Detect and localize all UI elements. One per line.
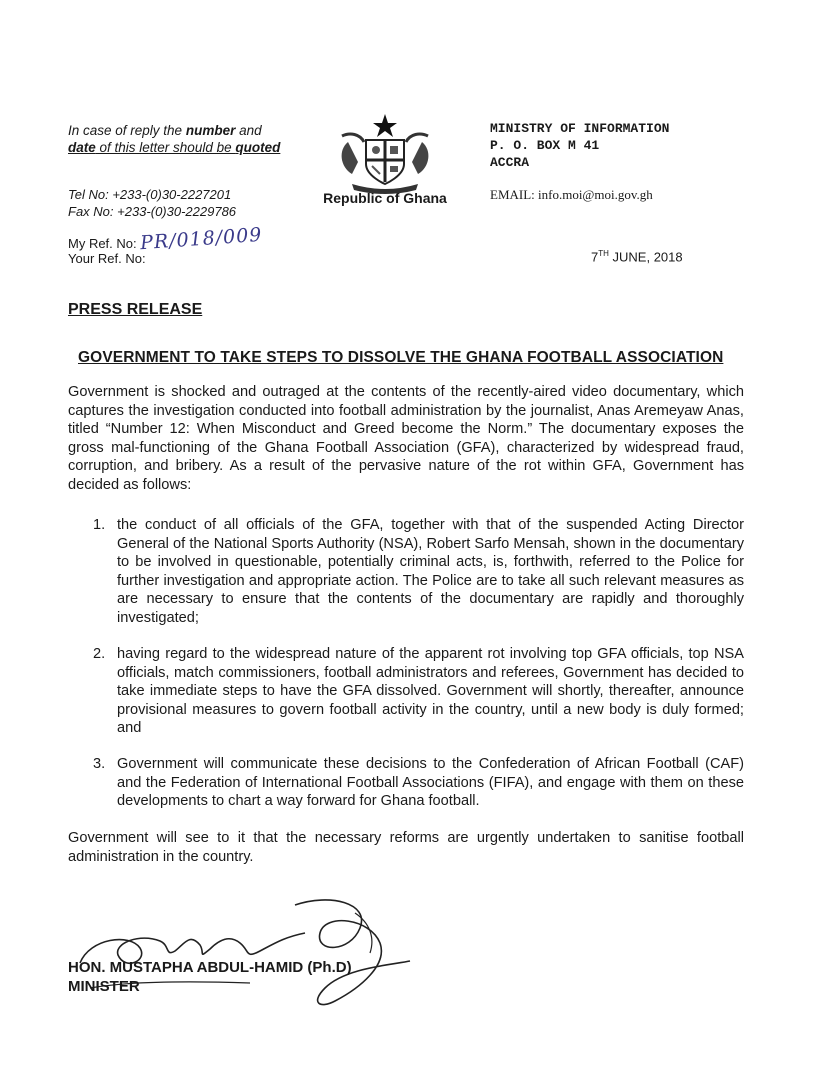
ministry-city: ACCRA xyxy=(490,155,530,170)
list-item-number: 1. xyxy=(93,517,106,533)
press-release-label: PRESS RELEASE xyxy=(68,301,203,318)
signatory-name: HON. MUSTAPHA ABDUL-HAMID (Ph.D) xyxy=(68,959,352,976)
reply-quoted-word: quoted xyxy=(235,140,281,155)
list-item-text: having regard to the widespread nature of the apparent rot involving top GFA officials, top NSA officials, match commissioners, football administrators and referees, Government has decided to take immediate steps to have the GFA dissolved. Government will shortly, thereafter, announce provisional measures to govern football activity in the country, until a new body is duly formed; and xyxy=(117,646,744,737)
list-item-text: Government will communicate these decisions to the Confederation of African Football (CAF) and the Federation of International Football Associations (FIFA), and engage with them on these developments to chart a way forward for Ghana football. xyxy=(117,756,744,810)
reply-text-and: and xyxy=(235,123,262,138)
signatory-block xyxy=(68,958,352,996)
list-item xyxy=(93,516,744,628)
reference-block xyxy=(68,236,146,266)
list-item xyxy=(93,645,744,738)
reply-text-mid: of this letter should be xyxy=(95,140,236,155)
ministry-email: EMAIL: info.moi@moi.gov.gh xyxy=(490,187,653,202)
my-ref-label: My Ref. No: xyxy=(68,236,137,251)
date-month-year: JUNE, 2018 xyxy=(608,249,683,265)
my-ref-handwritten: PR/018/009 xyxy=(139,223,264,255)
tel-number: Tel No: +233-(0)30-2227201 xyxy=(68,187,232,202)
your-ref-label: Your Ref. No: xyxy=(68,251,146,266)
fax-number: Fax No: +233-(0)30-2229786 xyxy=(68,204,237,219)
reply-text: In case of reply the xyxy=(68,123,186,138)
reply-instruction xyxy=(68,122,280,156)
reply-date-word: date xyxy=(68,140,96,155)
signatory-title: MINISTER xyxy=(68,978,140,995)
republic-of-ghana-label: Republic of Ghana xyxy=(323,190,447,206)
list-item xyxy=(93,755,744,811)
list-item-number: 3. xyxy=(93,756,106,772)
closing-paragraph: Government will see to it that the necessary reforms are urgently undertaken to sanitise football administration in the country. xyxy=(68,830,744,865)
ministry-address xyxy=(490,120,669,171)
contact-numbers xyxy=(68,186,236,220)
letter-date xyxy=(591,249,683,264)
list-item-text: the conduct of all officials of the GFA, together with that of the suspended Acting Director General of the National Sports Authority (NSA), Robert Sarfo Mensah, shown in the documentary to be involved in questionable, potentially criminal acts, is, forthwith, referred to the Police for further investigation and appropriate action. The Police are to take all such relevant measures as are necessary to ensure that the contents of the documentary are rapidly and thoroughly investigated; xyxy=(117,517,744,626)
intro-paragraph: Government is shocked and outraged at the contents of the recently-aired video documentary, which captures the investigation conducted into football administration by the journalist, Anas Aremeyaw Anas, titled “Number 12: When Misconduct and Greed become the Norm.” The documentary exposes the gross mal-functioning of the Ghana Football Association (GFA), characterized by widespread fraud, corruption, and bribery. As a result of the pervasive nature of the rot within GFA, Government has decided as follows: xyxy=(68,384,744,493)
list-item-number: 2. xyxy=(93,646,106,662)
date-day: 7 xyxy=(591,249,599,265)
reply-number-word: number xyxy=(185,123,236,138)
ghana-coat-of-arms-icon xyxy=(330,112,440,194)
date-suffix: TH xyxy=(598,249,609,258)
ministry-pobox: P. O. BOX M 41 xyxy=(490,138,600,153)
release-heading: GOVERNMENT TO TAKE STEPS TO DISSOLVE THE GHANA FOOTBALL ASSOCIATION xyxy=(78,349,724,366)
ministry-name: MINISTRY OF INFORMATION xyxy=(490,121,670,136)
